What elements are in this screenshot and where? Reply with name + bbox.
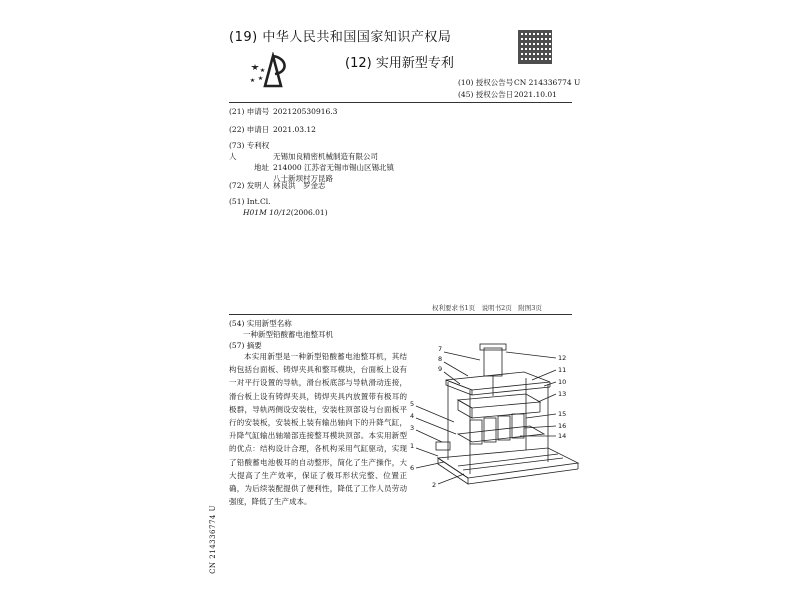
sheets-rule <box>229 314 572 315</box>
app-no: 202120530916.3 <box>273 107 338 116</box>
filing-date-row <box>229 124 316 135</box>
owner-row <box>229 140 394 184</box>
inventor-code: (72) 发明人 <box>229 181 270 190</box>
label-3: 3 <box>410 424 415 432</box>
label-5: 5 <box>410 400 415 408</box>
pub-no: CN 214336774 U <box>514 78 581 87</box>
header-rule <box>229 102 572 103</box>
utility-model-title: 一种新型铅酸蓄电池整耳机 <box>243 330 333 339</box>
label-10: 10 <box>558 378 567 386</box>
pub-no-label: (10) 授权公告号 <box>458 78 514 87</box>
issuing-authority: (19) 中华人民共和国国家知识产权局 <box>229 30 452 45</box>
utility-model-title-section <box>229 318 333 340</box>
pub-date-label: (45) 授权公告日 <box>458 90 514 99</box>
label-15: 15 <box>558 410 567 418</box>
label-8: 8 <box>438 355 443 363</box>
abstract-heading: (57) 摘要 <box>229 341 262 350</box>
app-no-code: (21) 申请号 <box>229 107 270 116</box>
abstract-text: 本实用新型是一种新型铅酸蓄电池整耳机，其结构包括台面板、铸焊夹具和整耳模块，台面板上设有一对平行设置的导轨，滑台板底部与导轨滑动连接，滑台板上设有铸焊夹具，铸焊夹具内放置带有极耳的极群，导轨两侧设安装柱，安装柱顶部设与台面板平行的安装板，安装板上装有输出轴向下的升降气缸，升降气缸输出轴端部连接整耳模块顶部。本实用新型的优点：结构设计合理，各机构采用气缸驱动，实现了铅酸蓄电池极耳的自动整形，简化了生产操作，大大提高了生产效率，保证了极耳形状完整、位置正确，为后续装配提供了便利性，降低了工作人员劳动强度，降低了生产成本。 <box>229 352 407 507</box>
label-6: 6 <box>410 464 415 472</box>
filing-code: (22) 申请日 <box>229 125 270 134</box>
owner-code: (73) 专利权人 <box>229 141 270 161</box>
inventors: 林良洪 罗金志 <box>273 181 326 190</box>
inventor-row <box>229 180 326 191</box>
intcl-code: (51) Int.Cl. <box>229 197 271 206</box>
label-16: 16 <box>558 422 567 430</box>
label-13: 13 <box>558 390 567 398</box>
page-count-summary: 权利要求书1页 说明书2页 附图3页 <box>432 304 542 312</box>
intcl-year: (2006.01) <box>290 208 328 217</box>
application-number-row <box>229 106 337 117</box>
filing-date: 2021.03.12 <box>273 125 316 134</box>
publication-block <box>458 77 580 101</box>
address-line1: 214000 江苏省无锡市锡山区锡北镇 <box>273 163 395 172</box>
side-publication-number: CN 214336774 U <box>209 505 217 574</box>
pub-date: 2021.10.01 <box>514 90 557 99</box>
intcl-class: H01M 10/12 <box>243 208 291 217</box>
owner-name: 无锡加良精密机械制造有限公司 <box>273 152 378 161</box>
address-label: 地址 <box>254 163 269 172</box>
label-2: 2 <box>432 481 437 489</box>
cnipa-logo-icon <box>247 52 291 88</box>
qr-code-icon <box>518 30 552 64</box>
title-code: (54) 实用新型名称 <box>229 319 292 328</box>
label-4: 4 <box>410 412 415 420</box>
intcl-row <box>229 196 328 218</box>
label-9: 9 <box>438 365 443 373</box>
label-12: 12 <box>558 354 567 362</box>
address-line2: 八士新坝村万昆路 <box>273 174 333 183</box>
label-1: 1 <box>410 442 415 450</box>
document-type: (12) 实用新型专利 <box>345 56 454 71</box>
label-7: 7 <box>438 345 443 353</box>
technical-drawing <box>408 338 588 490</box>
label-11: 11 <box>558 366 567 374</box>
label-14: 14 <box>558 432 567 440</box>
